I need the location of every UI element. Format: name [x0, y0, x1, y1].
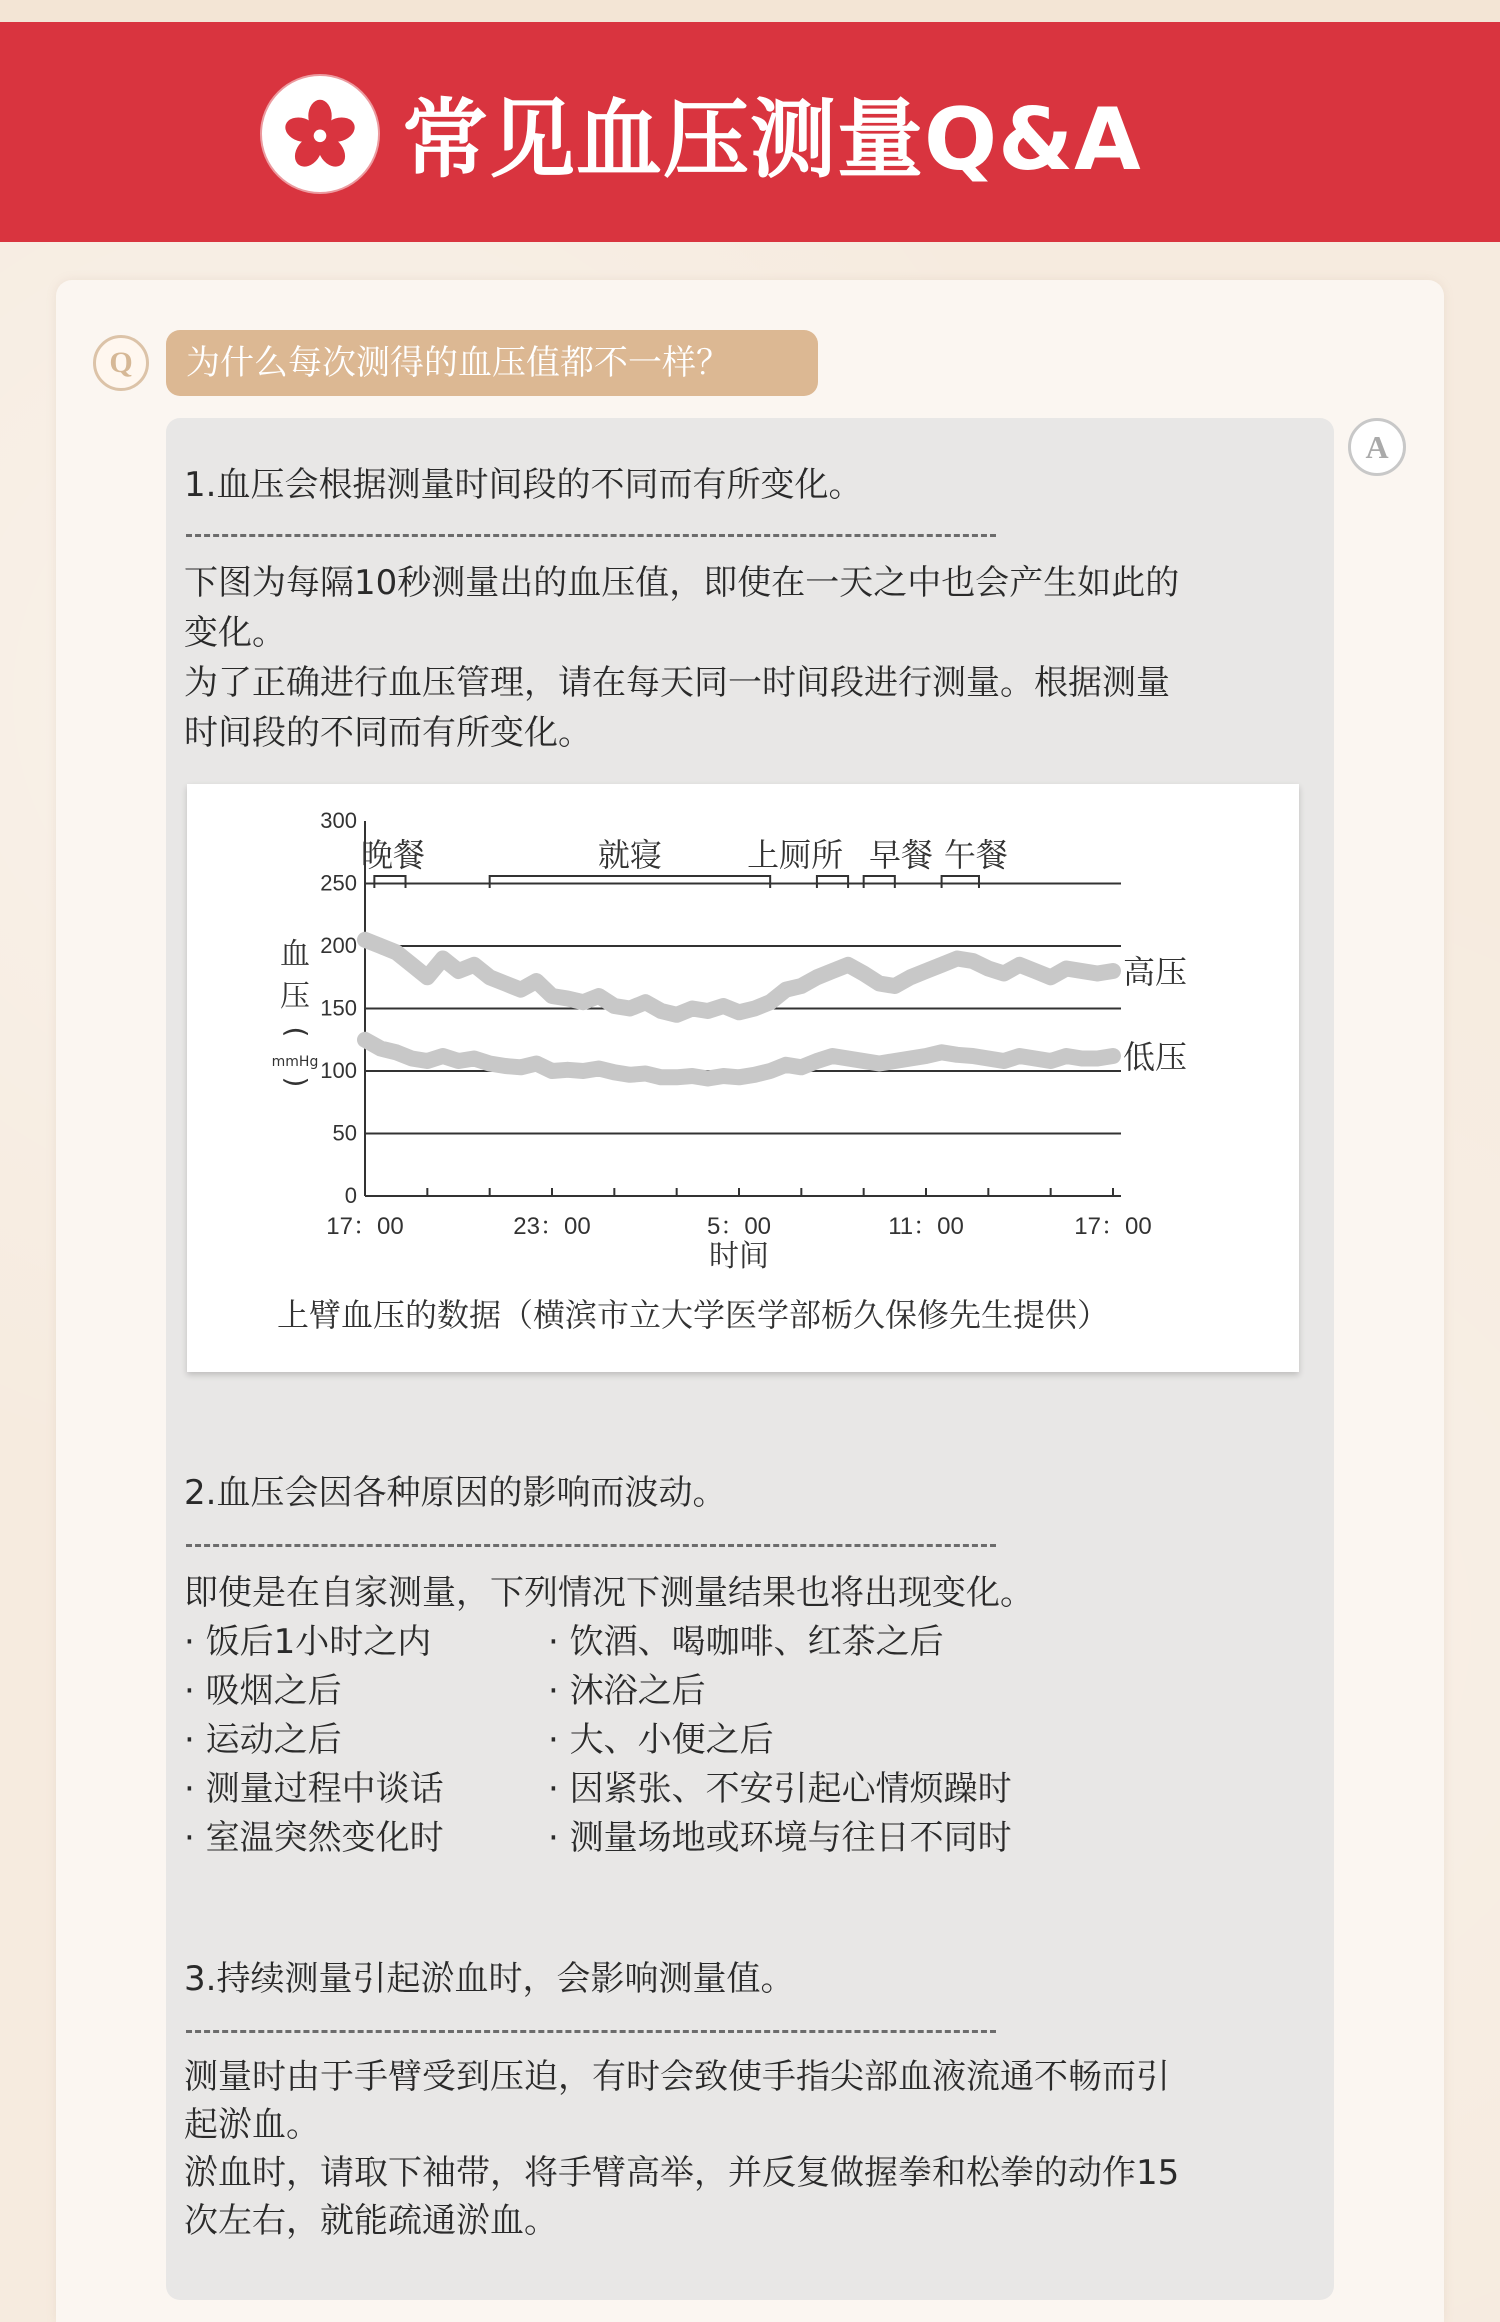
event-label: 早餐	[869, 836, 934, 874]
series-label: 高压	[1123, 953, 1188, 991]
section-1-line: 下图为每隔10秒测量出的血压值，即使在一天之中也会产生如此的	[184, 563, 1180, 603]
x-tick-label: 17：00	[326, 1213, 404, 1240]
factor-list-right	[548, 1618, 1012, 1863]
event-label: 午餐	[943, 836, 1008, 874]
y-tick-label: 0	[344, 1183, 357, 1208]
answer-badge: A	[1348, 418, 1406, 476]
section-1-heading: 1.血压会根据测量时间段的不同而有所变化。	[184, 465, 863, 505]
list-item: · 室温突然变化时	[184, 1818, 444, 1858]
x-tick-label: 23：00	[513, 1213, 591, 1240]
list-item: · 运动之后	[184, 1720, 342, 1760]
event-bracket	[864, 876, 895, 888]
y-tick-label: 250	[320, 870, 357, 896]
section-3-line: 次左右，就能疏通淤血。	[184, 2201, 558, 2241]
x-tick-label: 17：00	[1074, 1213, 1152, 1240]
question-text: 为什么每次测得的血压值都不一样？	[166, 330, 818, 396]
y-tick-label: 100	[320, 1058, 357, 1083]
event-label: 上厕所	[747, 836, 844, 874]
list-item: · 测量过程中谈话	[184, 1769, 444, 1809]
section-3-line: 测量时由于手臂受到压迫，有时会致使手指尖部血液流通不畅而引	[184, 2057, 1170, 2097]
y-axis-label: 压	[280, 979, 310, 1014]
x-tick-label: 11：00	[888, 1213, 964, 1240]
sakura-flower-icon	[262, 76, 378, 192]
page-title: 常见血压测量Q&A	[402, 90, 1142, 190]
divider	[186, 1544, 996, 1547]
section-1-line: 变化。	[184, 613, 286, 653]
list-item: · 吸烟之后	[184, 1671, 342, 1711]
y-axis-unit: mmHg	[271, 1054, 319, 1070]
y-tick-label: 200	[320, 933, 357, 958]
list-item: · 大、小便之后	[548, 1720, 774, 1760]
divider	[186, 2030, 996, 2033]
list-item: · 饭后1小时之内	[184, 1622, 432, 1662]
y-axis-label: 血	[280, 937, 310, 972]
list-item: · 因紧张、不安引起心情烦躁时	[548, 1769, 1012, 1809]
section-2-heading: 2.血压会因各种原因的影响而波动。	[184, 1473, 727, 1513]
header-bar	[0, 22, 1500, 242]
list-item: · 测量场地或环境与往日不同时	[548, 1818, 1012, 1858]
list-item: · 沐浴之后	[548, 1671, 706, 1711]
y-axis-label: )	[280, 1076, 313, 1088]
divider	[186, 534, 996, 537]
event-bracket	[490, 876, 771, 888]
x-axis-label: 时间	[709, 1239, 769, 1274]
factor-list-left	[184, 1618, 444, 1863]
series-label: 低压	[1123, 1038, 1188, 1076]
y-tick-label: 50	[332, 1120, 357, 1146]
blood-pressure-chart	[187, 784, 1299, 1372]
x-tick-label: 5：00	[706, 1213, 772, 1240]
question-badge: Q	[93, 335, 149, 391]
y-axis-label: (	[280, 1026, 313, 1038]
section-1-line: 时间段的不同而有所变化。	[184, 713, 592, 753]
event-label: 就寝	[597, 836, 662, 874]
section-3-heading: 3.持续测量引起淤血时，会影响测量值。	[184, 1959, 795, 1999]
series-line-systolic	[365, 940, 1113, 1015]
top-strip	[0, 0, 1500, 22]
section-3-line: 起淤血。	[184, 2105, 320, 2145]
list-item: · 饮酒、喝咖啡、红茶之后	[548, 1622, 944, 1662]
y-tick-label: 150	[320, 995, 357, 1021]
section-2-intro: 即使是在自家测量，下列情况下测量结果也将出现变化。	[184, 1573, 1034, 1613]
event-bracket	[374, 876, 405, 888]
chart-caption: 上臂血压的数据（横滨市立大学医学部栃久保修先生提供）	[277, 1296, 1110, 1334]
section-1-line: 为了正确进行血压管理，请在每天同一时间段进行测量。根据测量	[184, 663, 1170, 703]
event-bracket	[817, 876, 848, 888]
section-3-line: 淤血时，请取下袖带，将手臂高举，并反复做握拳和松拳的动作15	[184, 2153, 1180, 2193]
event-bracket	[942, 876, 979, 888]
series-line-diastolic	[365, 1040, 1113, 1079]
y-tick-label: 300	[320, 808, 357, 833]
event-label: 晚餐	[360, 836, 426, 874]
chart-svg	[187, 784, 1299, 1372]
